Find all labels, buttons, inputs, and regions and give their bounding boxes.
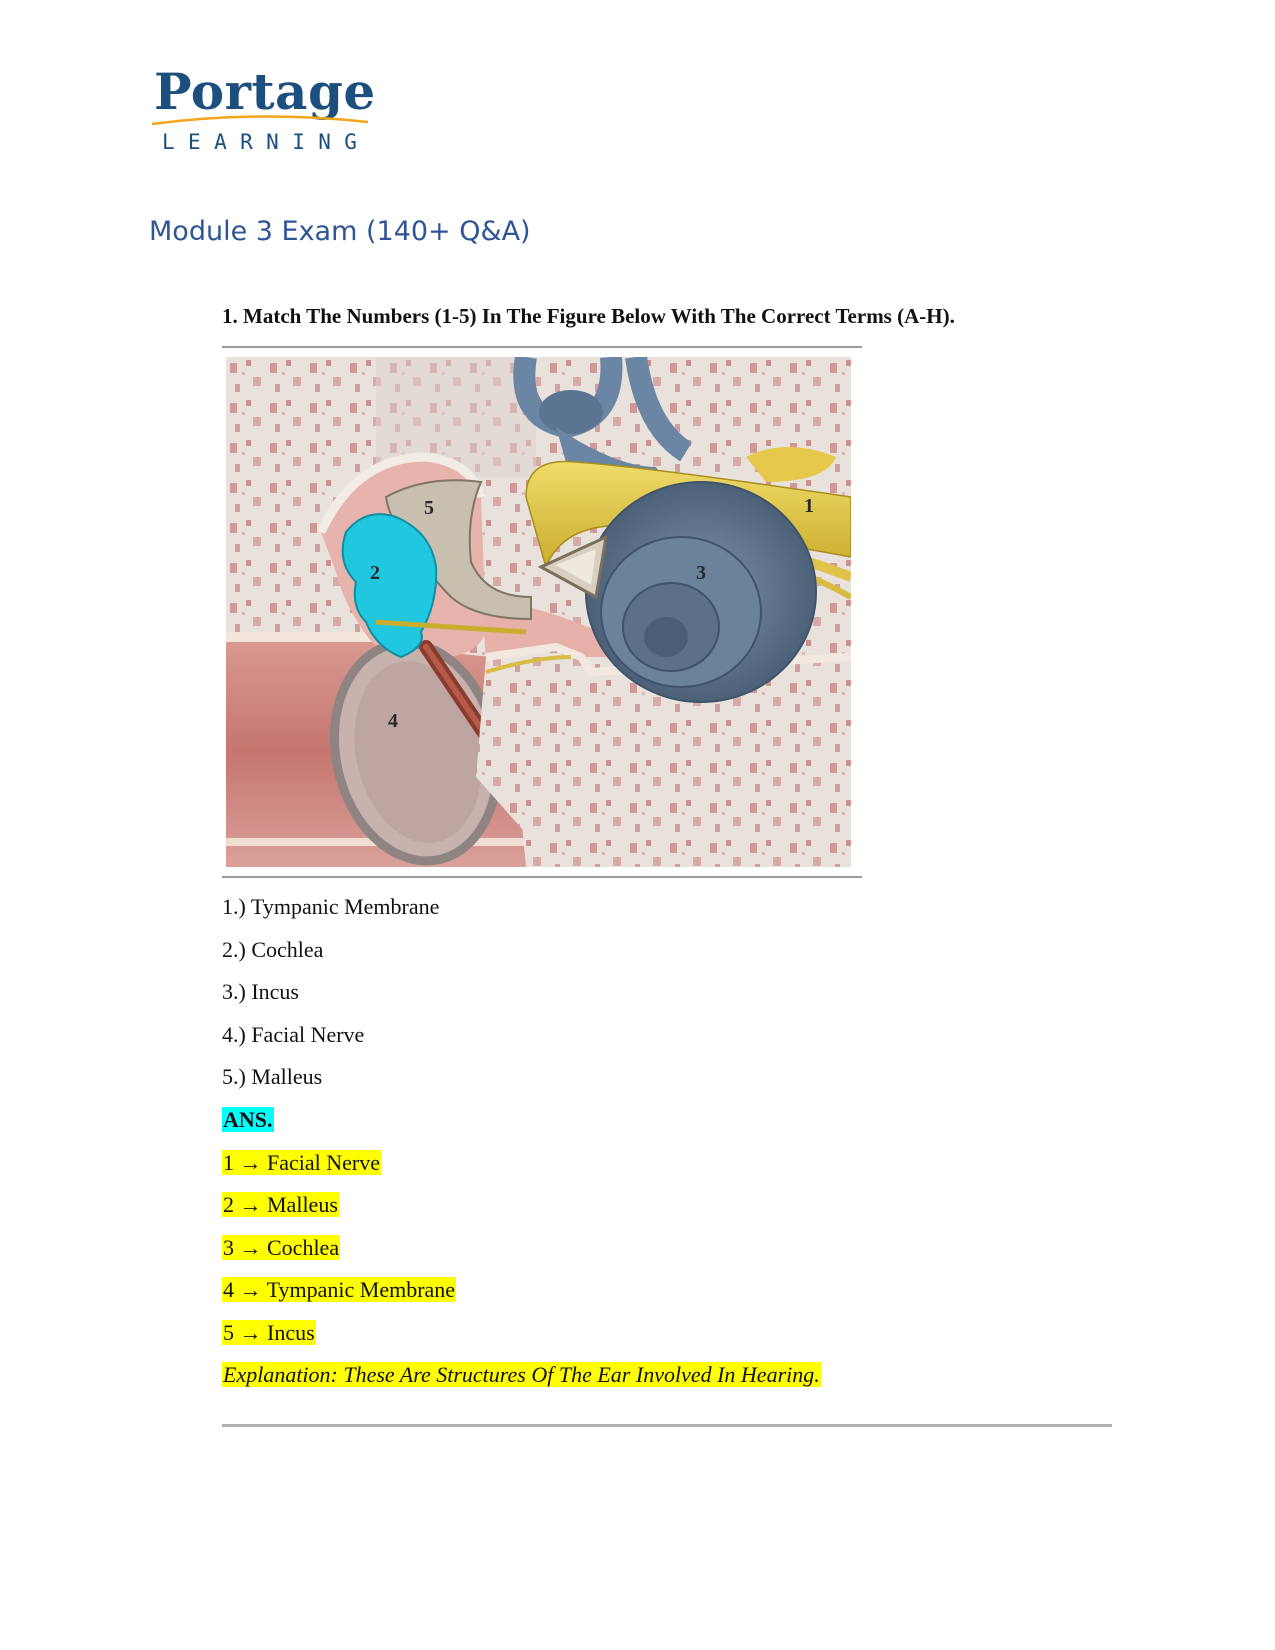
option-item: 3.) Incus <box>222 979 299 1004</box>
answer-options <box>222 893 439 1106</box>
figure-label: 3 <box>696 562 706 584</box>
answer-item <box>222 1319 456 1362</box>
divider <box>222 346 862 348</box>
portage-learning-logo <box>150 62 376 162</box>
ear-anatomy-illustration <box>226 357 851 867</box>
answer-item <box>222 1234 456 1277</box>
option-item: 4.) Facial Nerve <box>222 1021 365 1047</box>
logo-wordmark: Portage <box>154 62 376 121</box>
answer-key <box>222 1106 456 1361</box>
option-item: 2.) Cochlea <box>222 936 324 962</box>
answer-text: 2 → Malleus <box>223 1192 338 1217</box>
answer-label-row <box>222 1106 456 1149</box>
logo-subtitle: LEARNING <box>162 130 371 154</box>
answer-text: 4 → Tympanic Membrane <box>223 1277 456 1302</box>
answer-text: 3 → Cochlea <box>223 1234 340 1260</box>
answer-item <box>222 1191 456 1234</box>
logo-swoosh <box>150 112 370 128</box>
explanation <box>222 1361 821 1389</box>
page-title: Module 3 Exam (140+ Q&A) <box>149 216 531 247</box>
explanation-text: Explanation: These Are Structures Of The Ear Involved In Hearing. <box>223 1362 820 1387</box>
divider <box>222 876 862 878</box>
figure-label: 4 <box>388 710 398 732</box>
answer-item <box>222 1276 456 1319</box>
answer-text: 5 → Incus <box>223 1319 315 1345</box>
ear-anatomy-figure <box>226 357 851 867</box>
answer-label: ANS. <box>223 1107 273 1132</box>
answer-text: 1 → Facial Nerve <box>223 1149 380 1175</box>
figure-label: 5 <box>424 497 434 519</box>
figure-label: 2 <box>370 562 380 584</box>
question-text: 1. Match The Numbers (1-5) In The Figure Below With The Correct Terms (A-H). <box>222 304 955 328</box>
answer-item <box>222 1149 456 1192</box>
option-item: 5.) Malleus <box>222 1064 323 1089</box>
figure-label: 1 <box>804 495 814 517</box>
option-item: 1.) Tympanic Membrane <box>222 894 440 919</box>
divider <box>222 1424 1112 1427</box>
